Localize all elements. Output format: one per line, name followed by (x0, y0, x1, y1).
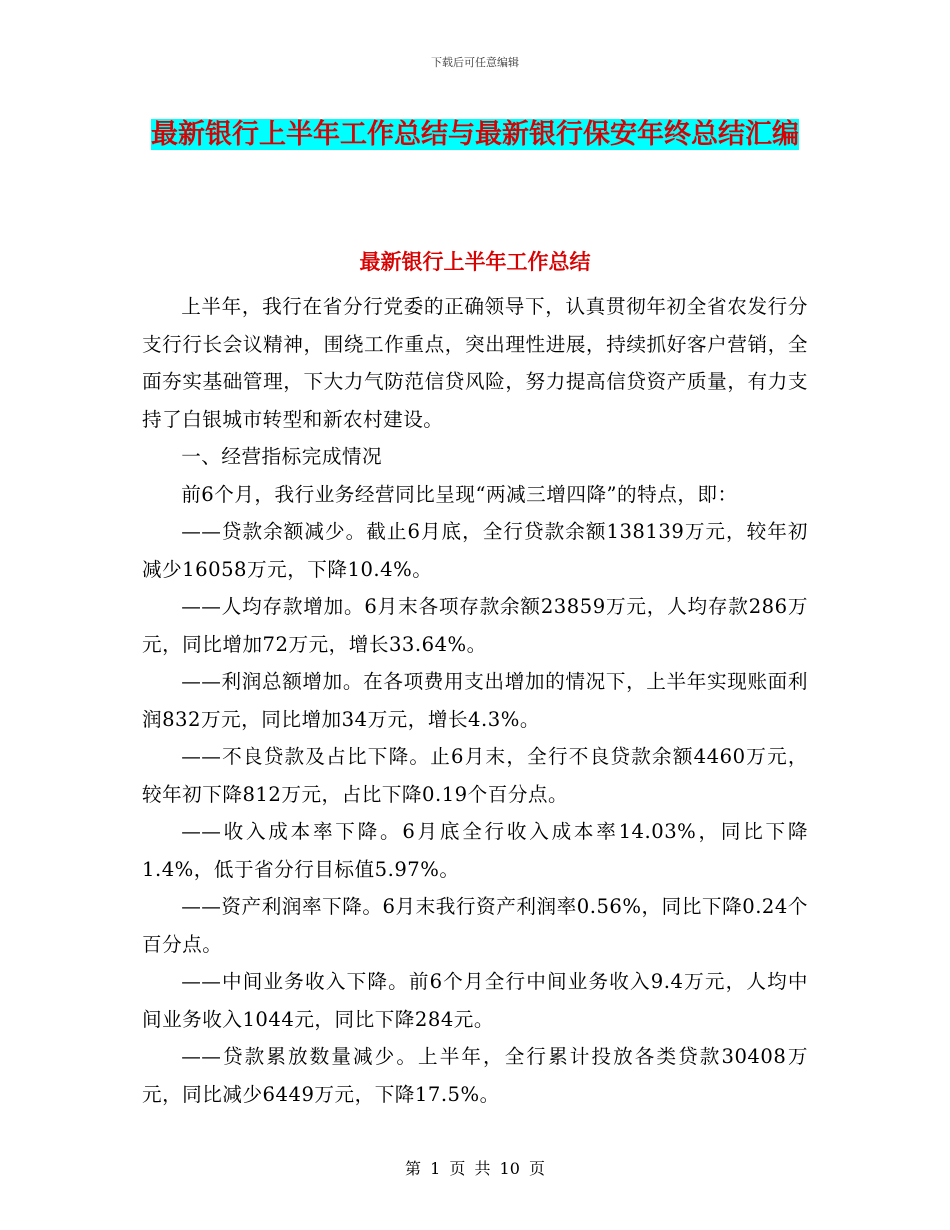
paragraph: ——贷款余额减少。截止6月底，全行贷款余额138139万元，较年初减少16058万元，下降10.4%。 (142, 520, 808, 581)
paragraph: ——不良贷款及占比下降。止6月末，全行不良贷款余额4460万元，较年初下降812万元，占比下降0.19个百分点。 (142, 745, 808, 806)
paragraph: ——贷款累放数量减少。上半年，全行累计投放各类贷款30408万元，同比减少6449万元，下降17.5%。 (142, 1045, 808, 1106)
section-title: 最新银行上半年工作总结 (359, 250, 591, 274)
paragraph: 上半年，我行在省分行党委的正确领导下，认真贯彻年初全省农发行分支行行长会议精神，围绕工作重点，突出理性进展，持续抓好客户营销，全面夯实基础管理，下大力气防范信贷风险，努力提高信贷资产质量，有力支持了白银城市转型和新农村建设。 (142, 295, 808, 431)
page-footer-number: 第 1 页 共 10 页 (405, 1159, 545, 1178)
document-title (143, 112, 807, 158)
paragraph: ——资产利润率下降。6月末我行资产利润率0.56%，同比下降0.24个百分点。 (142, 895, 808, 956)
paragraph: 一、经营指标完成情况 (181, 445, 383, 468)
document-title-text: 最新银行上半年工作总结与最新银行保安年终总结汇编 (151, 119, 799, 150)
paragraph: ——中间业务收入下降。前6个月全行中间业务收入9.4万元，人均中间业务收入1044元，同比下降284元。 (142, 970, 808, 1031)
page-header-note: 下载后可任意编辑 (431, 56, 519, 69)
document-body (142, 288, 808, 1113)
paragraph: ——收入成本率下降。6月底全行收入成本率14.03%，同比下降1.4%，低于省分行目标值5.97%。 (142, 820, 808, 881)
paragraph: ——利润总额增加。在各项费用支出增加的情况下，上半年实现账面利润832万元，同比增加34万元，增长4.3%。 (142, 670, 808, 731)
paragraph: 前6个月，我行业务经营同比呈现“两减三增四降”的特点，即： (181, 482, 738, 506)
paragraph: ——人均存款增加。6月末各项存款余额23859万元，人均存款286万元，同比增加72万元，增长33.64%。 (142, 595, 808, 656)
